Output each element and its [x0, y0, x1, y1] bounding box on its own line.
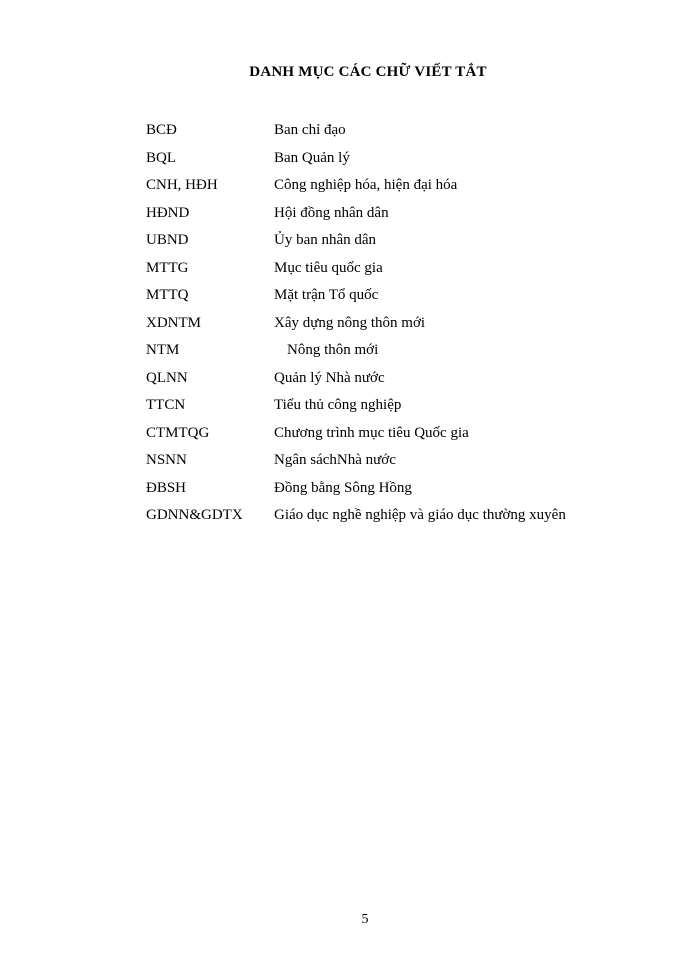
list-item	[146, 447, 666, 475]
abbreviation: CNH, HĐH	[146, 177, 218, 194]
list-item	[146, 172, 666, 200]
list-item	[146, 502, 666, 530]
abbreviation: GDNN&GDTX	[146, 507, 243, 524]
abbreviation-meaning: Ủy ban nhân dân	[274, 232, 377, 249]
abbreviation-meaning: Tiểu thủ công nghiệp	[274, 397, 402, 414]
list-item	[146, 200, 666, 228]
list-item	[146, 310, 666, 338]
abbreviation-meaning: Ngân sáchNhà nước	[274, 452, 396, 469]
abbreviation-meaning: Ban chỉ đạo	[274, 122, 346, 139]
abbreviation: NSNN	[146, 452, 187, 469]
abbreviation: BCĐ	[146, 122, 177, 139]
abbreviation: TTCN	[146, 397, 186, 414]
list-item	[146, 117, 666, 145]
list-item	[146, 392, 666, 420]
page-title: DANH MỤC CÁC CHỮ VIẾT TẮT	[249, 64, 487, 80]
abbreviation-meaning: Nông thôn mới	[287, 342, 379, 359]
list-item	[146, 365, 666, 393]
abbreviation: CTMTQG	[146, 424, 210, 441]
abbreviation-meaning: Ban Quản lý	[274, 149, 350, 166]
abbreviation: MTTG	[146, 259, 189, 276]
list-item	[146, 420, 666, 448]
abbreviation: ĐBSH	[146, 479, 187, 496]
abbreviation-meaning: Quản lý Nhà nước	[274, 369, 385, 386]
abbreviation: XDNTM	[146, 314, 201, 331]
list-item	[146, 282, 666, 310]
abbreviation-meaning: Chương trình mục tiêu Quốc gia	[274, 424, 469, 441]
abbreviation: HĐND	[146, 204, 190, 221]
list-item	[146, 255, 666, 283]
page-number: 5	[361, 912, 369, 927]
abbreviation: UBND	[146, 232, 189, 249]
list-item	[146, 337, 666, 365]
abbreviation: BQL	[146, 149, 176, 166]
abbreviation-meaning: Giáo dục nghề nghiệp và giáo dục thường xuyên	[274, 507, 566, 524]
abbreviation: MTTQ	[146, 287, 189, 304]
list-item	[146, 475, 666, 503]
list-item	[146, 227, 666, 255]
abbreviation-meaning: Mặt trận Tổ quốc	[274, 287, 379, 304]
abbreviation-meaning: Công nghiệp hóa, hiện đại hóa	[274, 177, 458, 194]
abbreviation: NTM	[146, 342, 180, 359]
abbreviation-meaning: Xây dựng nông thôn mới	[274, 314, 426, 331]
abbreviation-meaning: Mục tiêu quốc gia	[274, 259, 383, 276]
abbreviation-meaning: Hội đồng nhân dân	[274, 204, 389, 221]
list-item	[146, 145, 666, 173]
abbreviation-meaning: Đồng bằng Sông Hồng	[274, 479, 412, 496]
abbreviation: QLNN	[146, 369, 188, 386]
abbreviation-list	[146, 117, 666, 530]
